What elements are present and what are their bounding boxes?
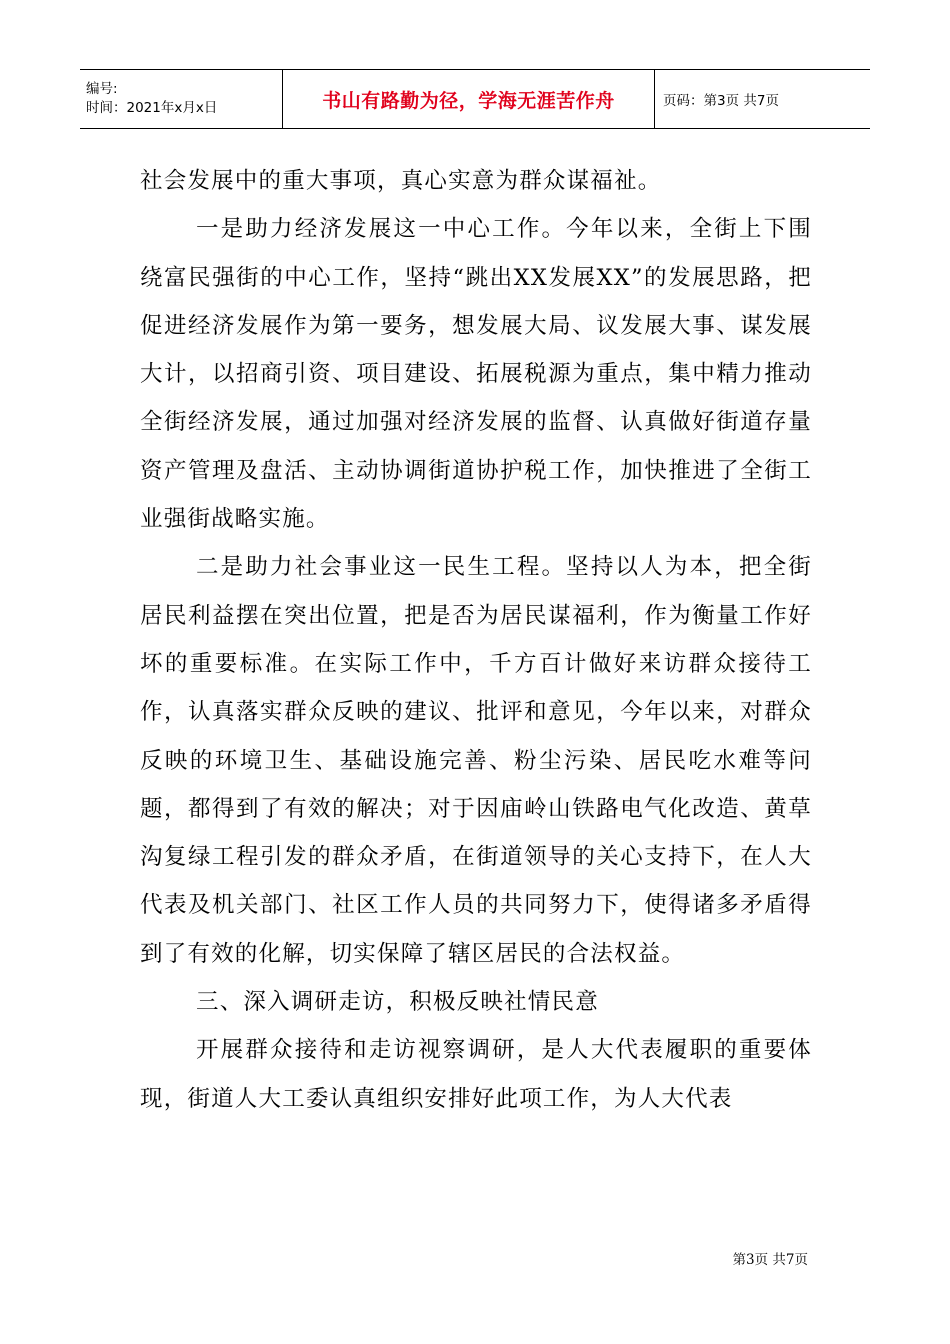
document-body: [140, 157, 812, 1123]
paragraph-4: 开展群众接待和走访视察调研，是人大代表履职的重要体现，街道人大工委认真组织安排好此项工作，为人大代表: [140, 1037, 812, 1112]
page-header: [80, 69, 870, 129]
section-heading-3: 三、深入调研走访，积极反映社情民意: [196, 989, 599, 1016]
header-meta: [80, 70, 282, 128]
header-motto: 书山有路勤为径，学海无涯苦作舟: [282, 70, 655, 128]
paragraph-1: 社会发展中的重大事项，真心实意为群众谋福祉。: [140, 168, 662, 194]
footer-page-number: 第3页 共7页: [732, 1252, 808, 1268]
paragraph-3: 二是助力社会事业这一民生工程。坚持以人为本，把全街居民利益摆在突出位置，把是否为居民谋福利，作为衡量工作好坏的重要标准。在实际工作中，千方百计做好来访群众接待工作，认真落实群众反映的建议、批评和意见，今年以来，对群众反映的环境卫生、基础设施完善、粉尘污染、居民吃水难等问题，都得到了有效的解决；对于因庙岭山铁路电气化改造、黄草沟复绿工程引发的群众矛盾，在街道领导的关心支持下，在人大代表及机关部门、社区工作人员的共同努力下，使得诸多矛盾得到了有效的化解，切实保障了辖区居民的合法权益。: [140, 554, 812, 967]
paragraph-2: 一是助力经济发展这一中心工作。今年以来，全街上下围绕富民强街的中心工作，坚持“跳出XX发展XX”的发展思路，把促进经济发展作为第一要务，想发展大局、议发展大事、谋发展大计，以招商引资、项目建设、拓展税源为重点，集中精力推动全街经济发展，通过加强对经济发展的监督、认真做好街道存量资产管理及盘活、主动协调街道协护税工作，加快推进了全街工业强街战略实施。: [140, 216, 812, 533]
time-label: 时间：2021年x月x日: [86, 100, 218, 116]
header-page-number: 页码：第3页 共7页: [663, 93, 779, 109]
number-label: 编号:: [86, 81, 118, 97]
